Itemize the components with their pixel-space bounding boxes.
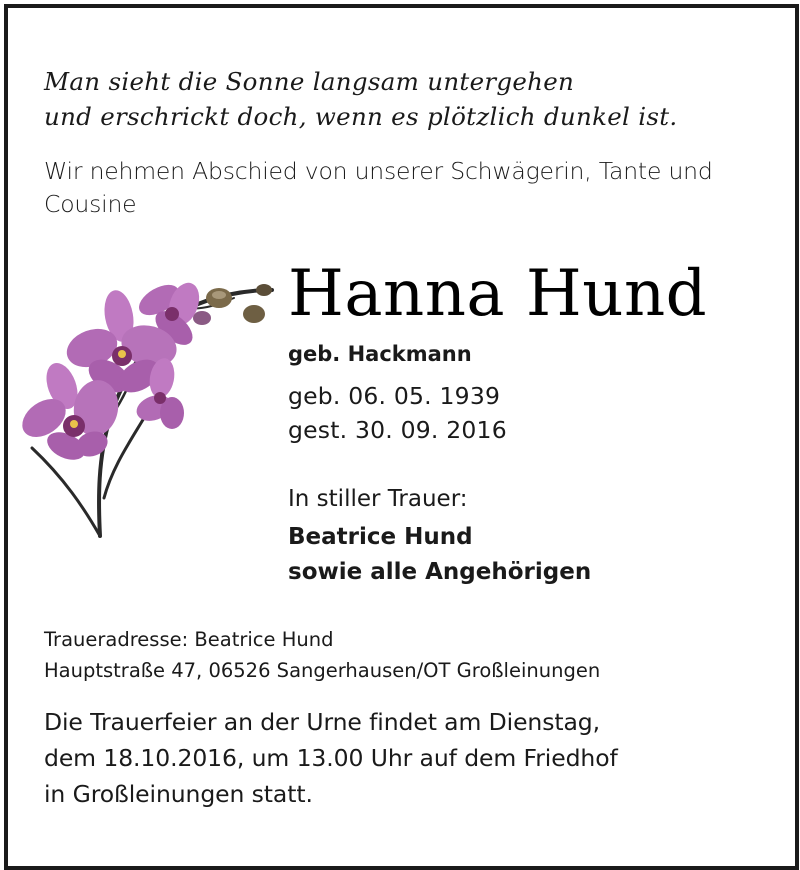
- service-line-2: dem 18.10.2016, um 13.00 Uhr auf dem Friedhof: [44, 744, 618, 772]
- orchid-buds: [193, 284, 272, 325]
- mourners: [288, 520, 591, 590]
- service-line-1: Die Trauerfeier an der Urne findet am Dienstag,: [44, 708, 600, 736]
- deceased-name: Hanna Hund: [288, 257, 708, 331]
- service-info: [44, 704, 618, 812]
- memorial-quote: [44, 64, 677, 134]
- quote-line-2: und erschrickt doch, wenn es plötzlich dunkel ist.: [44, 102, 678, 131]
- mourner-others: sowie alle Angehörigen: [288, 559, 592, 585]
- address-line-1: Traueradresse: Beatrice Hund: [44, 628, 334, 651]
- quote-line-1: Man sieht die Sonne langsam untergehen: [44, 67, 575, 96]
- intro-line-1: Wir nehmen Abschied von unserer Schwägerin, Tante und: [44, 157, 713, 185]
- birth-date: geb. 06. 05. 1939: [288, 382, 501, 410]
- orchid-icon: [14, 268, 284, 548]
- mourner-name: Beatrice Hund: [288, 524, 473, 550]
- death-date: gest. 30. 09. 2016: [288, 416, 507, 444]
- intro-line-2: Cousine: [44, 190, 137, 218]
- mourning-address: [44, 624, 600, 686]
- maiden-name: geb. Hackmann: [288, 342, 472, 366]
- life-dates: [288, 379, 507, 447]
- intro-text: [44, 155, 713, 221]
- service-line-3: in Großleinungen statt.: [44, 780, 313, 808]
- mourning-label: In stiller Trauer:: [288, 486, 468, 512]
- address-line-2: Hauptstraße 47, 06526 Sangerhausen/OT Großleinungen: [44, 659, 601, 682]
